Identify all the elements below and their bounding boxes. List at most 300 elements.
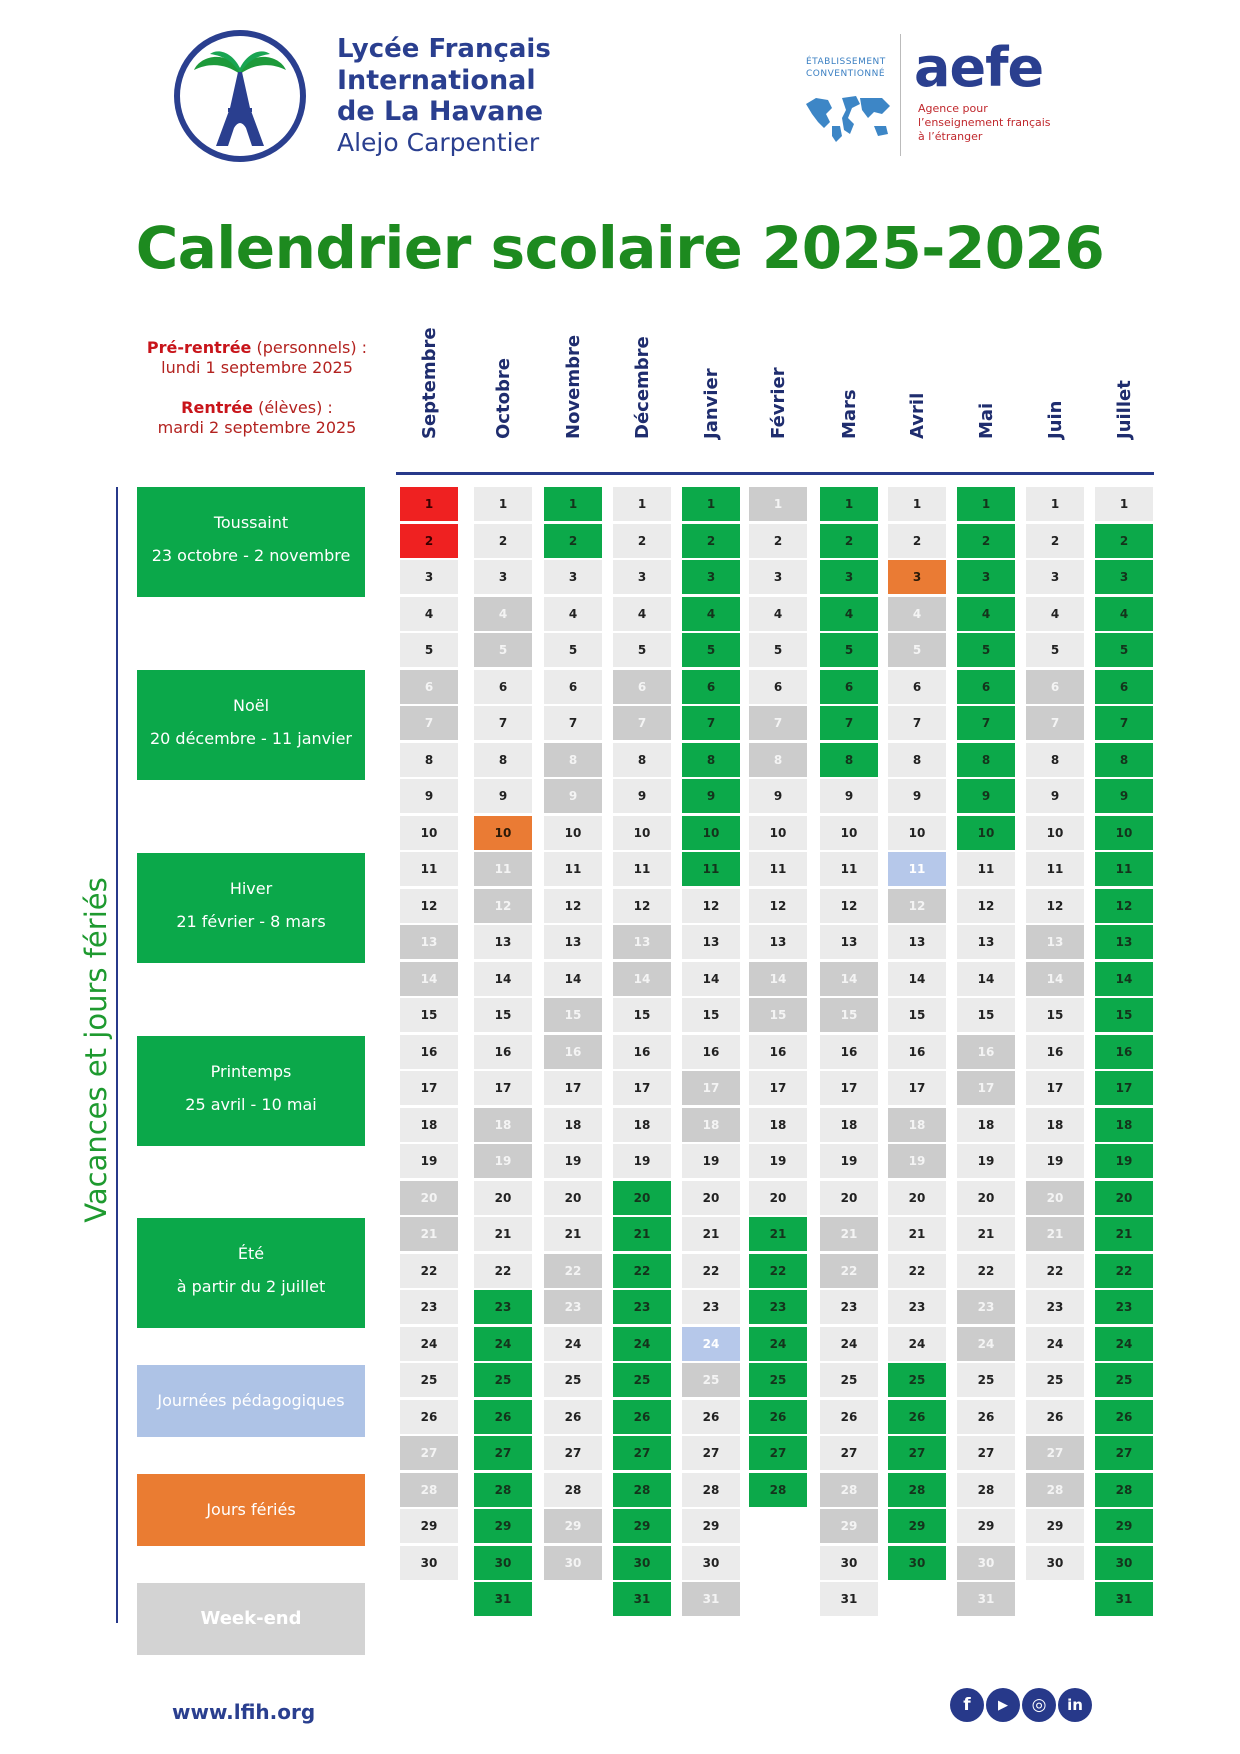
world-map-icon: [802, 92, 892, 144]
day-cell: 19: [613, 1144, 671, 1178]
day-cell: 5: [682, 633, 740, 667]
day-cell: 23: [1026, 1290, 1084, 1324]
month-name: Mars: [839, 389, 860, 439]
day-cell: 24: [1026, 1327, 1084, 1361]
day-cell: 17: [820, 1071, 878, 1105]
day-cell: 5: [888, 633, 946, 667]
day-cell: 13: [1095, 925, 1153, 959]
day-cell: 1: [957, 487, 1015, 521]
month-name: Septembre: [419, 327, 440, 439]
day-cell: 27: [474, 1436, 532, 1470]
day-cell: 9: [400, 779, 458, 813]
month-name: Décembre: [632, 336, 653, 439]
month-name: Janvier: [701, 368, 722, 439]
day-cell: 26: [1026, 1400, 1084, 1434]
day-cell: 11: [400, 852, 458, 886]
day-cell: 26: [820, 1400, 878, 1434]
day-cell: 26: [400, 1400, 458, 1434]
day-cell: 31: [474, 1582, 532, 1616]
day-cell: 14: [1026, 962, 1084, 996]
day-cell: 30: [957, 1546, 1015, 1580]
day-cell: 20: [1095, 1181, 1153, 1215]
day-cell: 22: [888, 1254, 946, 1288]
day-cell: 17: [888, 1071, 946, 1105]
legend-pedagogiques: Journées pédagogiques: [137, 1365, 365, 1437]
aefe-tagline: Agence pour l’enseignement français à l’étranger: [918, 102, 1051, 143]
day-cell: 8: [1095, 743, 1153, 777]
month-column: [682, 487, 740, 1619]
month-name: Juillet: [1114, 380, 1135, 439]
day-cell: 28: [749, 1473, 807, 1507]
day-cell: 21: [749, 1217, 807, 1251]
day-cell: 16: [544, 1035, 602, 1069]
day-cell: 20: [888, 1181, 946, 1215]
month-column: [749, 487, 807, 1509]
day-cell: 27: [613, 1436, 671, 1470]
school-name-line-1: Lycée Français: [337, 34, 551, 64]
day-cell: 18: [820, 1108, 878, 1142]
day-cell: 15: [400, 998, 458, 1032]
day-cell: 8: [474, 743, 532, 777]
day-cell: 22: [1026, 1254, 1084, 1288]
month-column: [400, 487, 458, 1582]
day-cell: 10: [1026, 816, 1084, 850]
day-cell: 17: [682, 1071, 740, 1105]
day-cell: 24: [957, 1327, 1015, 1361]
day-cell: 27: [400, 1436, 458, 1470]
day-cell: 11: [613, 852, 671, 886]
day-cell: 9: [544, 779, 602, 813]
day-cell: 24: [888, 1327, 946, 1361]
day-cell: 17: [1026, 1071, 1084, 1105]
day-cell: 24: [400, 1327, 458, 1361]
day-cell: 14: [682, 962, 740, 996]
day-cell: 8: [957, 743, 1015, 777]
day-cell: 3: [820, 560, 878, 594]
day-cell: 25: [820, 1363, 878, 1397]
day-cell: 18: [749, 1108, 807, 1142]
day-cell: 22: [544, 1254, 602, 1288]
day-cell: 22: [613, 1254, 671, 1288]
day-cell: 6: [400, 670, 458, 704]
day-cell: 5: [400, 633, 458, 667]
day-cell: 25: [682, 1363, 740, 1397]
day-cell: 23: [682, 1290, 740, 1324]
day-cell: 9: [474, 779, 532, 813]
day-cell: 26: [474, 1400, 532, 1434]
aefe-separator: [900, 34, 901, 156]
day-cell: 22: [474, 1254, 532, 1288]
linkedin-icon[interactable]: in: [1058, 1688, 1092, 1722]
day-cell: 5: [820, 633, 878, 667]
day-cell: 12: [1026, 889, 1084, 923]
day-cell: 25: [749, 1363, 807, 1397]
day-cell: 14: [957, 962, 1015, 996]
day-cell: 28: [544, 1473, 602, 1507]
header-rule: [396, 472, 1154, 475]
day-cell: 1: [400, 487, 458, 521]
day-cell: 1: [888, 487, 946, 521]
day-cell: 15: [1095, 998, 1153, 1032]
day-cell: 28: [820, 1473, 878, 1507]
day-cell: 23: [474, 1290, 532, 1324]
day-cell: 17: [749, 1071, 807, 1105]
month-column: [474, 487, 532, 1619]
day-cell: 12: [749, 889, 807, 923]
day-cell: 13: [400, 925, 458, 959]
facebook-icon[interactable]: f: [950, 1688, 984, 1722]
day-cell: 20: [400, 1181, 458, 1215]
day-cell: 19: [749, 1144, 807, 1178]
day-cell: 18: [888, 1108, 946, 1142]
youtube-icon[interactable]: ▶: [986, 1688, 1020, 1722]
day-cell: 13: [544, 925, 602, 959]
day-cell: 3: [749, 560, 807, 594]
day-cell: 3: [682, 560, 740, 594]
month-name: Octobre: [493, 358, 514, 439]
page-title: Calendrier scolaire 2025-2026: [135, 214, 1105, 282]
day-cell: 15: [1026, 998, 1084, 1032]
legend-hiver-name: Hiver: [229, 879, 273, 898]
day-cell: 18: [400, 1108, 458, 1142]
day-cell: 19: [1095, 1144, 1153, 1178]
day-cell: 28: [613, 1473, 671, 1507]
day-cell: 20: [613, 1181, 671, 1215]
day-cell: 14: [1095, 962, 1153, 996]
day-cell: 22: [400, 1254, 458, 1288]
day-cell: 10: [820, 816, 878, 850]
day-cell: 14: [888, 962, 946, 996]
day-cell: 8: [544, 743, 602, 777]
day-cell: 14: [613, 962, 671, 996]
legend-printemps-name: Printemps: [210, 1062, 292, 1081]
day-cell: 11: [474, 852, 532, 886]
day-cell: 4: [1095, 597, 1153, 631]
day-cell: 27: [749, 1436, 807, 1470]
day-cell: 9: [749, 779, 807, 813]
header: [0, 0, 1240, 180]
day-cell: 23: [400, 1290, 458, 1324]
day-cell: 23: [820, 1290, 878, 1324]
day-cell: 20: [682, 1181, 740, 1215]
day-cell: 1: [613, 487, 671, 521]
day-cell: 26: [749, 1400, 807, 1434]
legend-hiver-dates: 21 février - 8 mars: [176, 912, 326, 931]
day-cell: 6: [682, 670, 740, 704]
day-cell: 3: [474, 560, 532, 594]
day-cell: 24: [749, 1327, 807, 1361]
day-cell: 10: [544, 816, 602, 850]
legend-weekend: Week-end: [137, 1583, 365, 1655]
day-cell: 21: [1095, 1217, 1153, 1251]
month-column: [1026, 487, 1084, 1582]
day-cell: 29: [820, 1509, 878, 1543]
day-cell: 25: [888, 1363, 946, 1397]
day-cell: 28: [957, 1473, 1015, 1507]
day-cell: 30: [888, 1546, 946, 1580]
day-cell: 23: [749, 1290, 807, 1324]
day-cell: 2: [749, 524, 807, 558]
day-cell: 19: [400, 1144, 458, 1178]
day-cell: 2: [613, 524, 671, 558]
day-cell: 4: [749, 597, 807, 631]
day-cell: 8: [749, 743, 807, 777]
day-cell: 24: [474, 1327, 532, 1361]
legend-toussaint-name: Toussaint: [213, 513, 289, 532]
day-cell: 15: [820, 998, 878, 1032]
day-cell: 15: [749, 998, 807, 1032]
day-cell: 29: [957, 1509, 1015, 1543]
day-cell: 6: [749, 670, 807, 704]
day-cell: 29: [888, 1509, 946, 1543]
day-cell: 19: [888, 1144, 946, 1178]
etablissement-label: ÉTABLISSEMENT CONVENTIONNÉ: [806, 57, 886, 79]
day-cell: 19: [682, 1144, 740, 1178]
day-cell: 11: [957, 852, 1015, 886]
day-cell: 4: [1026, 597, 1084, 631]
day-cell: 5: [613, 633, 671, 667]
day-cell: 20: [957, 1181, 1015, 1215]
day-cell: 17: [474, 1071, 532, 1105]
day-cell: 10: [749, 816, 807, 850]
day-cell: 25: [400, 1363, 458, 1397]
day-cell: 3: [957, 560, 1015, 594]
day-cell: 1: [544, 487, 602, 521]
legend-feries: Jours fériés: [137, 1474, 365, 1546]
day-cell: 29: [613, 1509, 671, 1543]
day-cell: 18: [474, 1108, 532, 1142]
day-cell: 1: [682, 487, 740, 521]
day-cell: 28: [1026, 1473, 1084, 1507]
day-cell: 14: [474, 962, 532, 996]
day-cell: 29: [400, 1509, 458, 1543]
day-cell: 15: [613, 998, 671, 1032]
day-cell: 11: [682, 852, 740, 886]
day-cell: 16: [888, 1035, 946, 1069]
day-cell: 9: [820, 779, 878, 813]
day-cell: 11: [1026, 852, 1084, 886]
day-cell: 15: [474, 998, 532, 1032]
day-cell: 7: [1026, 706, 1084, 740]
day-cell: 27: [820, 1436, 878, 1470]
day-cell: 24: [820, 1327, 878, 1361]
day-cell: 25: [613, 1363, 671, 1397]
day-cell: 15: [544, 998, 602, 1032]
day-cell: 14: [820, 962, 878, 996]
day-cell: 7: [613, 706, 671, 740]
day-cell: 26: [957, 1400, 1015, 1434]
day-cell: 26: [888, 1400, 946, 1434]
pre-rentree-label: Pré-rentrée: [146, 338, 252, 357]
day-cell: 31: [613, 1582, 671, 1616]
month-column: [888, 487, 946, 1582]
month-column: [544, 487, 602, 1582]
day-cell: 7: [749, 706, 807, 740]
day-cell: 2: [400, 524, 458, 558]
day-cell: 10: [957, 816, 1015, 850]
day-cell: 23: [888, 1290, 946, 1324]
day-cell: 27: [544, 1436, 602, 1470]
day-cell: 6: [1026, 670, 1084, 704]
day-cell: 7: [544, 706, 602, 740]
day-cell: 3: [888, 560, 946, 594]
day-cell: 13: [820, 925, 878, 959]
side-divider: [116, 487, 118, 1623]
day-cell: 16: [1026, 1035, 1084, 1069]
day-cell: 8: [888, 743, 946, 777]
website-link[interactable]: www.lfih.org: [172, 1700, 316, 1724]
day-cell: 20: [820, 1181, 878, 1215]
day-cell: 8: [1026, 743, 1084, 777]
day-cell: 2: [888, 524, 946, 558]
day-cell: 19: [1026, 1144, 1084, 1178]
day-cell: 8: [613, 743, 671, 777]
day-cell: 7: [682, 706, 740, 740]
day-cell: 15: [957, 998, 1015, 1032]
day-cell: 12: [820, 889, 878, 923]
day-cell: 30: [613, 1546, 671, 1580]
legend-printemps-dates: 25 avril - 10 mai: [185, 1095, 317, 1114]
day-cell: 10: [400, 816, 458, 850]
day-cell: 23: [544, 1290, 602, 1324]
day-cell: 31: [957, 1582, 1015, 1616]
day-cell: 21: [1026, 1217, 1084, 1251]
month-column: [820, 487, 878, 1619]
legend-toussaint-dates: 23 octobre - 2 novembre: [151, 546, 351, 565]
day-cell: 8: [400, 743, 458, 777]
legend-toussaint: [137, 487, 365, 597]
pre-rentree-info: [132, 338, 382, 378]
day-cell: 6: [888, 670, 946, 704]
day-cell: 29: [682, 1509, 740, 1543]
day-cell: 29: [544, 1509, 602, 1543]
month-column: [613, 487, 671, 1619]
aefe-logo: [796, 30, 1096, 160]
day-cell: 13: [682, 925, 740, 959]
day-cell: 30: [1095, 1546, 1153, 1580]
day-cell: 6: [474, 670, 532, 704]
day-cell: 15: [682, 998, 740, 1032]
rentree-date: mardi 2 septembre 2025: [157, 418, 357, 437]
day-cell: 25: [474, 1363, 532, 1397]
day-cell: 7: [957, 706, 1015, 740]
day-cell: 12: [544, 889, 602, 923]
day-cell: 4: [474, 597, 532, 631]
day-cell: 7: [888, 706, 946, 740]
day-cell: 14: [544, 962, 602, 996]
day-cell: 18: [957, 1108, 1015, 1142]
day-cell: 11: [888, 852, 946, 886]
school-name-line-2: International: [337, 65, 536, 96]
day-cell: 3: [544, 560, 602, 594]
day-cell: 28: [888, 1473, 946, 1507]
day-cell: 22: [1095, 1254, 1153, 1288]
side-label: Vacances et jours fériés: [79, 877, 113, 1223]
day-cell: 9: [957, 779, 1015, 813]
day-cell: 22: [957, 1254, 1015, 1288]
day-cell: 30: [474, 1546, 532, 1580]
day-cell: 30: [820, 1546, 878, 1580]
day-cell: 22: [820, 1254, 878, 1288]
day-cell: 7: [400, 706, 458, 740]
day-cell: 11: [1095, 852, 1153, 886]
day-cell: 26: [613, 1400, 671, 1434]
day-cell: 21: [474, 1217, 532, 1251]
day-cell: 9: [1095, 779, 1153, 813]
month-name: Février: [768, 367, 789, 439]
day-cell: 27: [1026, 1436, 1084, 1470]
day-cell: 16: [474, 1035, 532, 1069]
day-cell: 2: [544, 524, 602, 558]
day-cell: 18: [544, 1108, 602, 1142]
day-cell: 29: [1095, 1509, 1153, 1543]
day-cell: 6: [1095, 670, 1153, 704]
day-cell: 17: [544, 1071, 602, 1105]
legend-hiver: [137, 853, 365, 963]
day-cell: 18: [1095, 1108, 1153, 1142]
instagram-icon[interactable]: ◎: [1022, 1688, 1056, 1722]
day-cell: 27: [682, 1436, 740, 1470]
day-cell: 6: [544, 670, 602, 704]
school-logo: [172, 28, 308, 164]
day-cell: 18: [613, 1108, 671, 1142]
legend-printemps: [137, 1036, 365, 1146]
day-cell: 9: [682, 779, 740, 813]
day-cell: 26: [1095, 1400, 1153, 1434]
day-cell: 24: [682, 1327, 740, 1361]
day-cell: 30: [1026, 1546, 1084, 1580]
day-cell: 16: [400, 1035, 458, 1069]
day-cell: 17: [400, 1071, 458, 1105]
day-cell: 20: [474, 1181, 532, 1215]
day-cell: 21: [888, 1217, 946, 1251]
day-cell: 11: [820, 852, 878, 886]
school-name-line-3: de La Havane: [337, 96, 544, 127]
day-cell: 12: [474, 889, 532, 923]
day-cell: 21: [957, 1217, 1015, 1251]
day-cell: 28: [682, 1473, 740, 1507]
day-cell: 13: [474, 925, 532, 959]
day-cell: 10: [682, 816, 740, 850]
day-cell: 13: [1026, 925, 1084, 959]
day-cell: 5: [474, 633, 532, 667]
day-cell: 4: [682, 597, 740, 631]
month-name: Mai: [976, 402, 997, 439]
day-cell: 18: [682, 1108, 740, 1142]
day-cell: 12: [613, 889, 671, 923]
day-cell: 2: [1095, 524, 1153, 558]
day-cell: 8: [682, 743, 740, 777]
day-cell: 31: [682, 1582, 740, 1616]
day-cell: 13: [613, 925, 671, 959]
day-cell: 12: [1095, 889, 1153, 923]
day-cell: 25: [544, 1363, 602, 1397]
day-cell: 6: [957, 670, 1015, 704]
day-cell: 26: [544, 1400, 602, 1434]
month-name: Juin: [1045, 400, 1066, 439]
day-cell: 9: [1026, 779, 1084, 813]
pre-rentree-suffix: (personnels) :: [251, 338, 368, 357]
day-cell: 19: [544, 1144, 602, 1178]
day-cell: 10: [613, 816, 671, 850]
day-cell: 9: [888, 779, 946, 813]
day-cell: 27: [1095, 1436, 1153, 1470]
day-cell: 10: [888, 816, 946, 850]
month-name: Avril: [907, 392, 928, 439]
day-cell: 3: [400, 560, 458, 594]
day-cell: 26: [682, 1400, 740, 1434]
aefe-wordmark: aefe: [914, 36, 1044, 99]
